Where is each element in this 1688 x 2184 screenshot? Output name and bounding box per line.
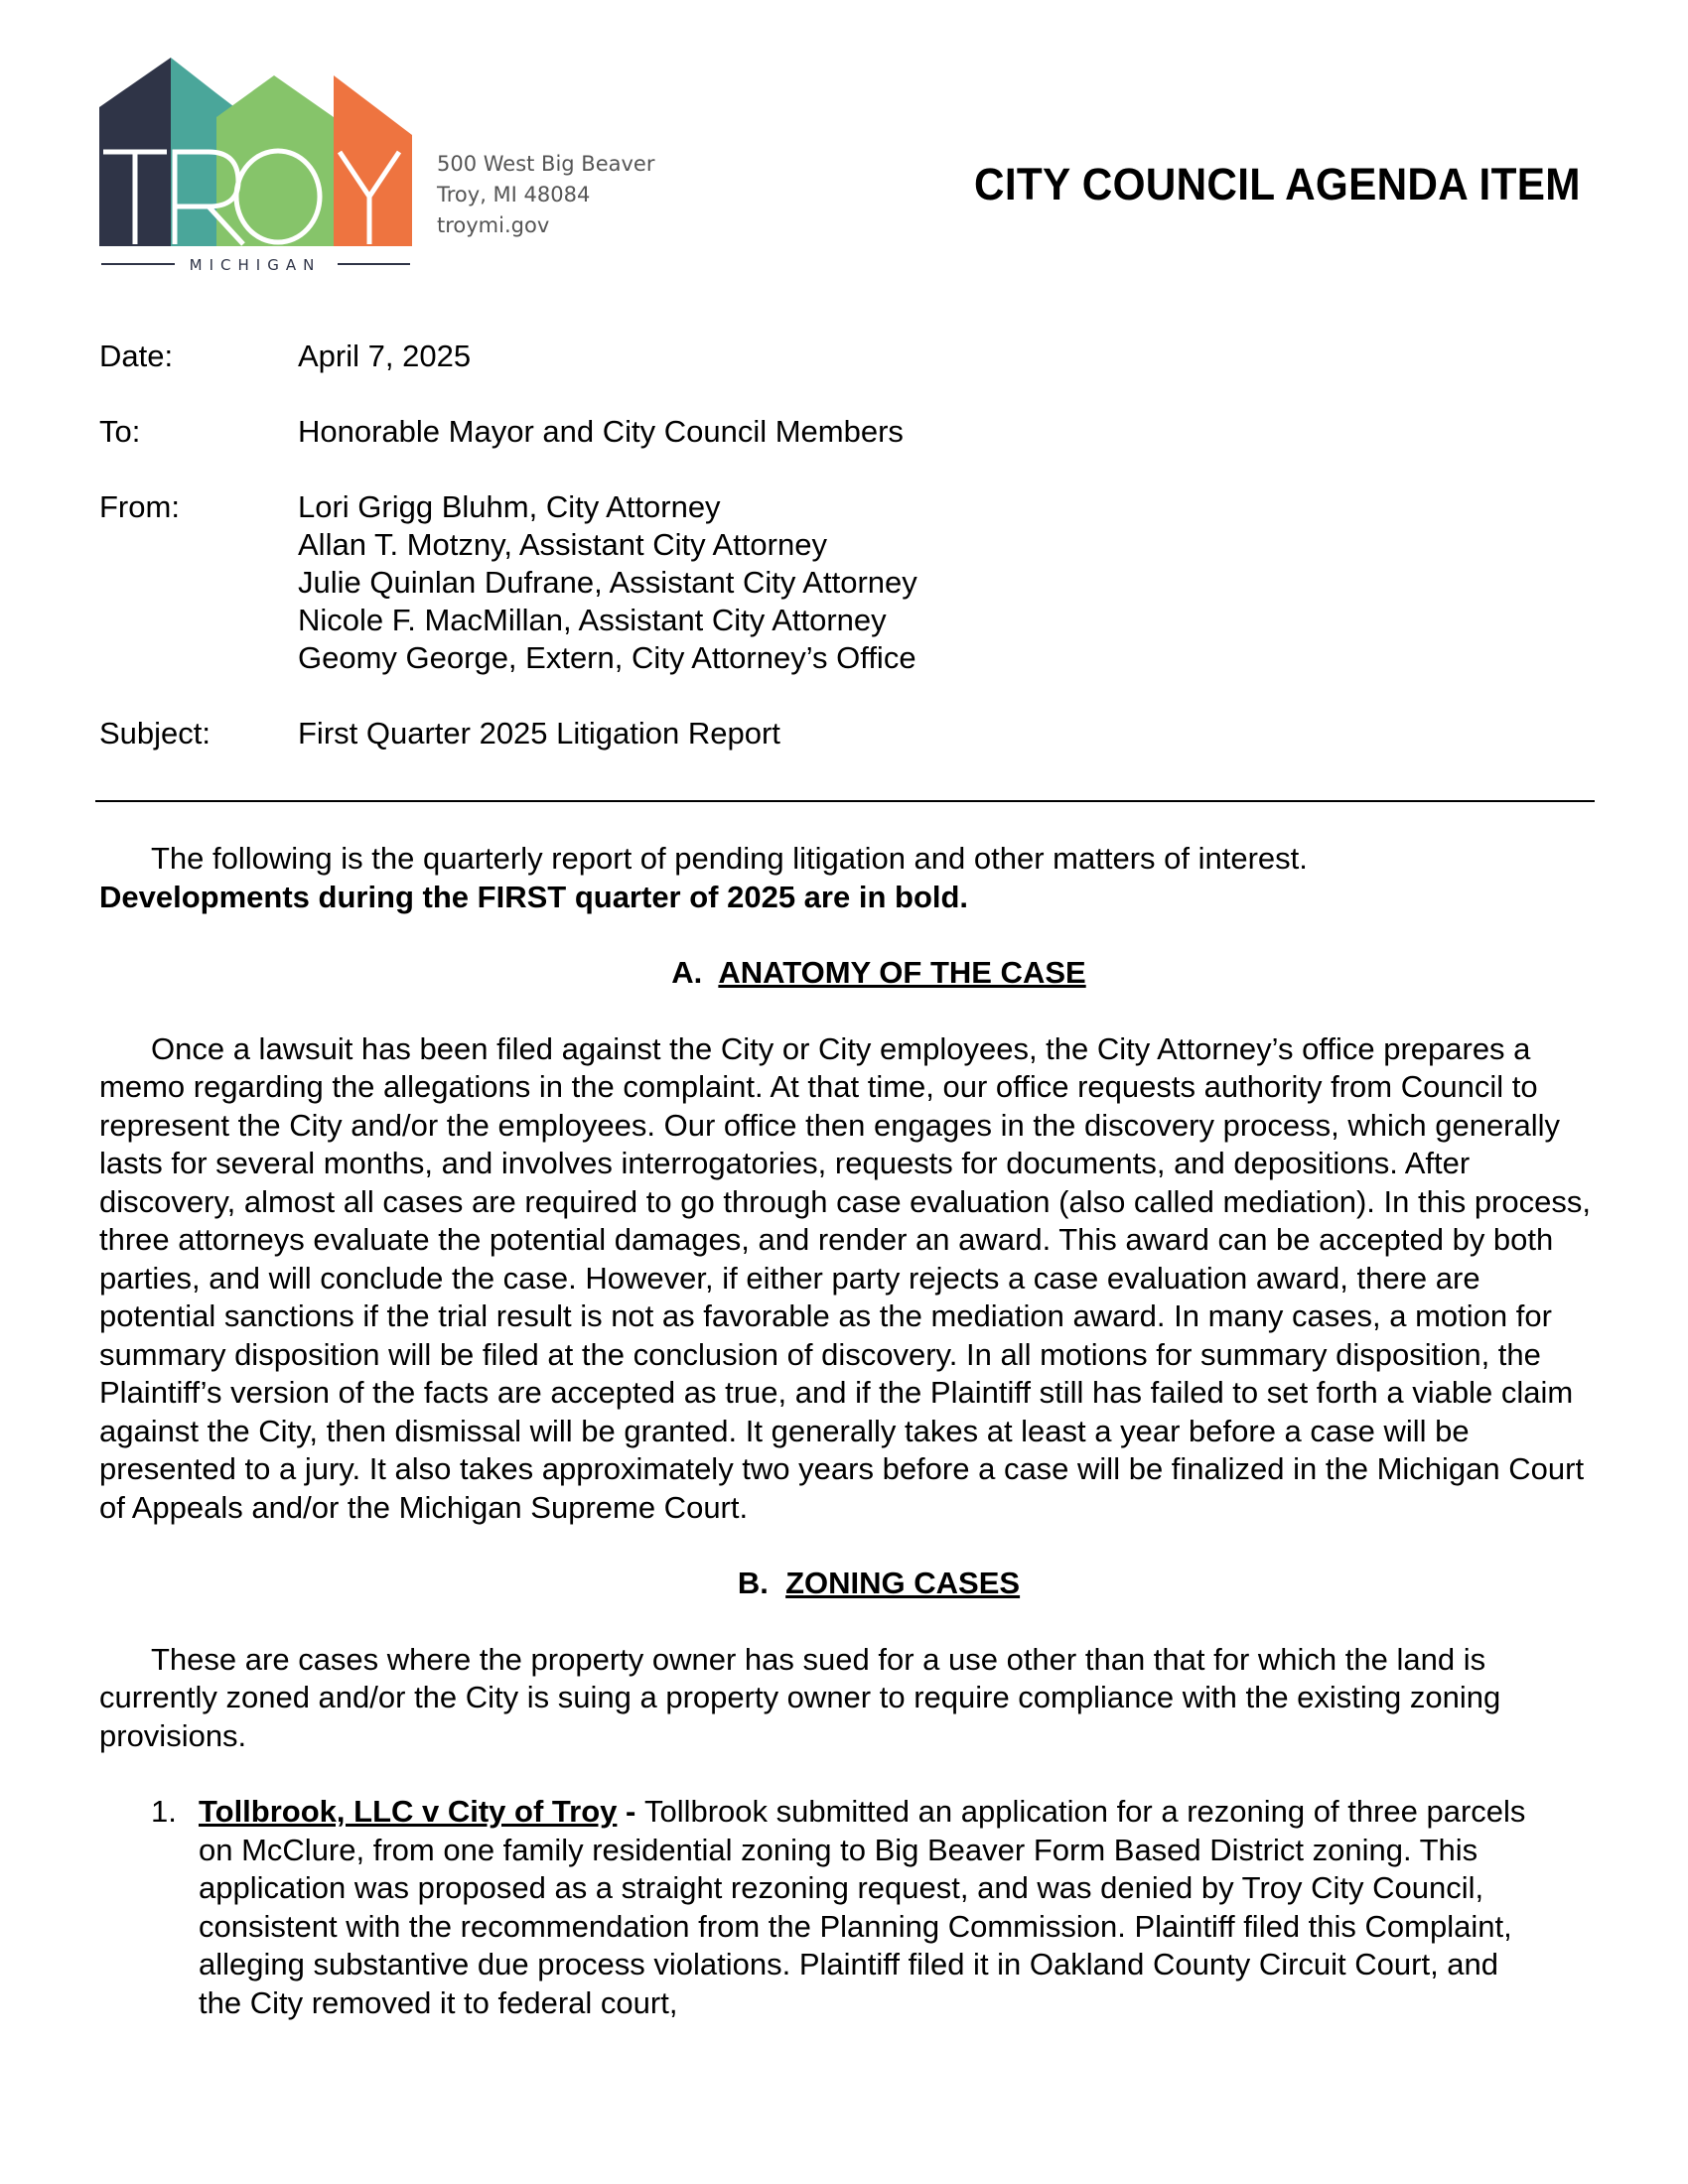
from-item: Allan T. Motzny, Assistant City Attorney bbox=[298, 527, 827, 562]
logo-michigan-text: MICHIGAN bbox=[189, 256, 322, 274]
report-body bbox=[99, 840, 1599, 2022]
to-value: Honorable Mayor and City Council Members bbox=[298, 414, 904, 449]
section-b-title: ZONING CASES bbox=[785, 1566, 1021, 1600]
section-a-heading bbox=[99, 954, 1599, 993]
case-description bbox=[199, 1793, 1539, 2022]
section-b-letter: B. bbox=[737, 1566, 769, 1600]
troy-logo bbox=[99, 58, 412, 276]
address-street: 500 West Big Beaver bbox=[437, 152, 655, 176]
section-a-letter: A. bbox=[671, 955, 703, 990]
website-link[interactable]: troymi.gov bbox=[437, 213, 550, 237]
memo-subject-row bbox=[99, 715, 1589, 752]
case-dash: - bbox=[617, 1794, 644, 1829]
memo-to-row bbox=[99, 413, 1589, 451]
from-label: From: bbox=[99, 489, 180, 524]
address-city: Troy, MI 48084 bbox=[437, 183, 591, 206]
memo-from-row bbox=[99, 488, 1589, 677]
case-title: Tollbrook, LLC v City of Troy bbox=[199, 1794, 618, 1829]
case-text: Tollbrook submitted an application for a rezoning of three parcels on McClure, from one family residential zoning to Big Beaver Form Based District zoning. This application was proposed as a straight rezoning request, and was denied by Troy City Council, consistent with the recommendation from the Planning Commission. Plaintiff filed this Complaint, alleging substantive due process violations. Plaintiff filed it in Oakland County Circuit Court, and the City removed it to federal court, bbox=[199, 1794, 1526, 2020]
subject-label: Subject: bbox=[99, 716, 211, 751]
section-a-text: Once a lawsuit has been filed against the City or City employees, the City Attorney’s office prepares a memo regarding the allegations in the complaint. At that time, our office requests authority from Council to represent the City and/or the employees. Our office then engages in the discovery process, which generally lasts for several months, and involves interrogatories, requests for documents, and depositions. After discovery, almost all cases are required to go through case evaluation (also called mediation). In this process, three attorneys evaluate the potential damages, and render an award. This award can be accepted by both parties, and will conclude the case. However, if either party rejects a case evaluation award, there are potential sanctions if the trial result is not as favorable as the mediation award. In many cases, a motion for summary disposition will be filed at the conclusion of discovery. In all motions for summary disposition, the Plaintiff’s version of the facts are accepted as true, and if the Plaintiff still has failed to set forth a viable claim against the City, then dismissal will be granted. It generally takes at least a year before a case will be presented to a jury. It also takes approximately two years before a case will be finalized in the Michigan Court of Appeals and/or the Michigan Supreme Court. bbox=[99, 1030, 1591, 1525]
to-label: To: bbox=[99, 414, 141, 449]
intro-bold-text: Developments during the FIRST quarter of 2025 are in bold. bbox=[99, 879, 969, 914]
case-number: 1. bbox=[151, 1794, 177, 1829]
date-label: Date: bbox=[99, 339, 174, 373]
from-item: Geomy George, Extern, City Attorney’s Office bbox=[298, 640, 916, 675]
agenda-item-title: CITY COUNCIL AGENDA ITEM bbox=[974, 159, 1581, 209]
from-item: Julie Quinlan Dufrane, Assistant City Attorney bbox=[298, 565, 917, 600]
from-item: Lori Grigg Bluhm, City Attorney bbox=[298, 489, 721, 524]
case-item bbox=[99, 1793, 1599, 2022]
city-address bbox=[437, 149, 655, 241]
subject-value: First Quarter 2025 Litigation Report bbox=[298, 716, 780, 751]
troy-logo-graphic bbox=[99, 58, 412, 276]
intro-text: The following is the quarterly report of pending litigation and other matters of interest. bbox=[151, 841, 1308, 876]
header-divider bbox=[95, 800, 1595, 802]
memo-header bbox=[99, 338, 1589, 790]
section-b-text: These are cases where the property owner has sued for a use other than that for which the land is currently zoned and/or the City is suing a property owner to require compliance with the existing zoning provisions. bbox=[99, 1641, 1501, 1753]
section-a-title: ANATOMY OF THE CASE bbox=[718, 955, 1086, 990]
section-b-heading bbox=[99, 1565, 1599, 1603]
memo-date-row bbox=[99, 338, 1589, 375]
date-value: April 7, 2025 bbox=[298, 339, 472, 373]
from-item: Nicole F. MacMillan, Assistant City Attorney bbox=[298, 603, 887, 637]
from-list bbox=[298, 488, 1589, 677]
